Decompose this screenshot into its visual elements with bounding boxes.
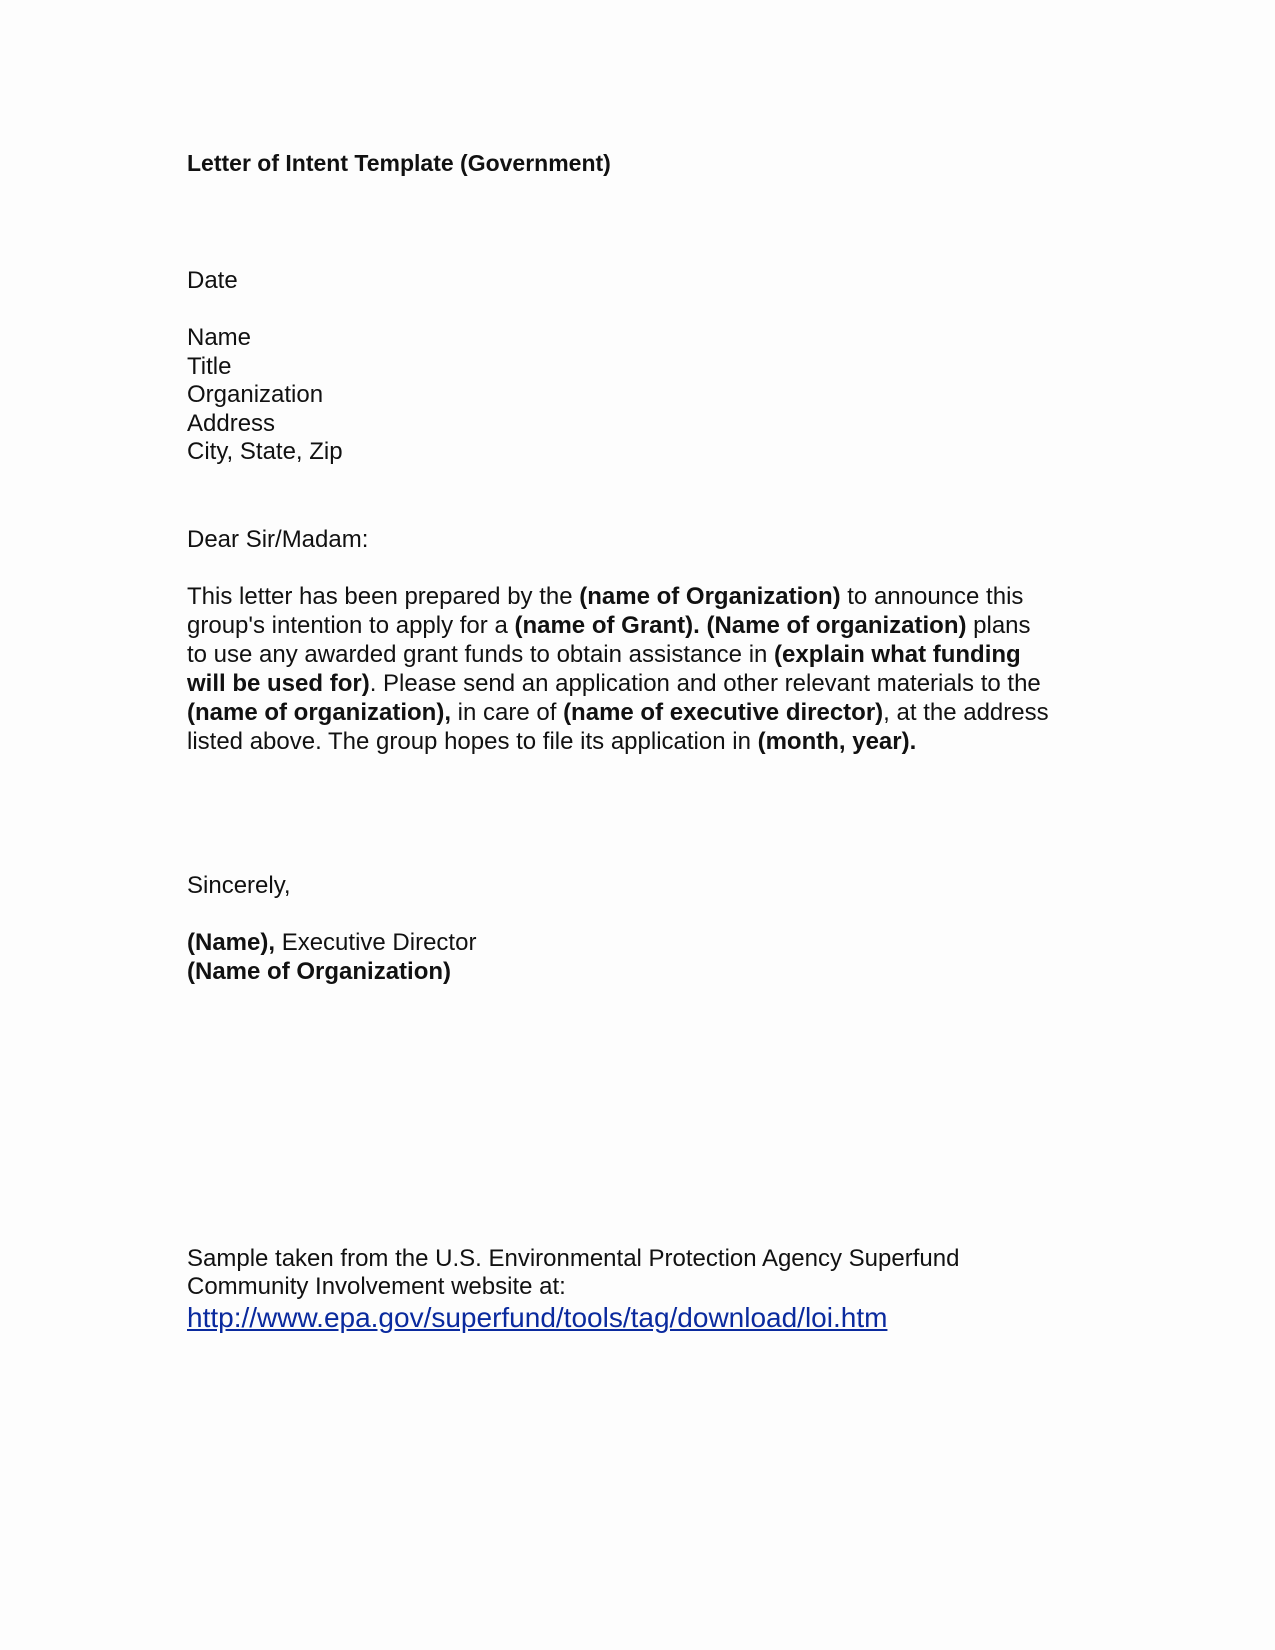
source-link[interactable]: http://www.epa.gov/superfund/tools/tag/download/loi.htm bbox=[187, 1302, 888, 1333]
recipient-city-state-zip: City, State, Zip bbox=[187, 438, 343, 466]
recipient-address-block bbox=[187, 324, 343, 467]
body-line: (name of organization), in care of (name of executive director), at the address bbox=[187, 699, 1049, 726]
recipient-address: Address bbox=[187, 409, 276, 437]
recipient-organization: Organization bbox=[187, 381, 324, 409]
body-paragraph bbox=[187, 582, 1107, 756]
document-title: Letter of Intent Template (Government) bbox=[187, 150, 611, 176]
recipient-title: Title bbox=[187, 352, 232, 380]
source-line-2: Community Involvement website at: bbox=[187, 1273, 566, 1300]
signature-title: Executive Director bbox=[275, 929, 477, 956]
recipient-name: Name bbox=[187, 324, 252, 351]
date-placeholder: Date bbox=[187, 267, 238, 294]
source-line-1: Sample taken from the U.S. Environmental Protection Agency Superfund bbox=[187, 1245, 960, 1272]
salutation: Dear Sir/Madam: bbox=[187, 526, 369, 553]
signature-name: (Name), bbox=[187, 929, 276, 956]
signature-name-line bbox=[187, 928, 476, 957]
body-line: listed above. The group hopes to file its application in (month, year). bbox=[187, 728, 917, 755]
source-note bbox=[187, 1245, 959, 1301]
body-line: group's intention to apply for a (name of Grant). (Name of organization) plans bbox=[187, 612, 1031, 639]
signature-block bbox=[187, 928, 476, 986]
body-line: This letter has been prepared by the (name of Organization) to announce this bbox=[187, 583, 1024, 610]
body-line: will be used for). Please send an application and other relevant materials to the bbox=[187, 670, 1041, 697]
closing: Sincerely, bbox=[187, 872, 291, 899]
body-line: to use any awarded grant funds to obtain assistance in (explain what funding bbox=[187, 641, 1021, 668]
signature-organization: (Name of Organization) bbox=[187, 958, 452, 985]
